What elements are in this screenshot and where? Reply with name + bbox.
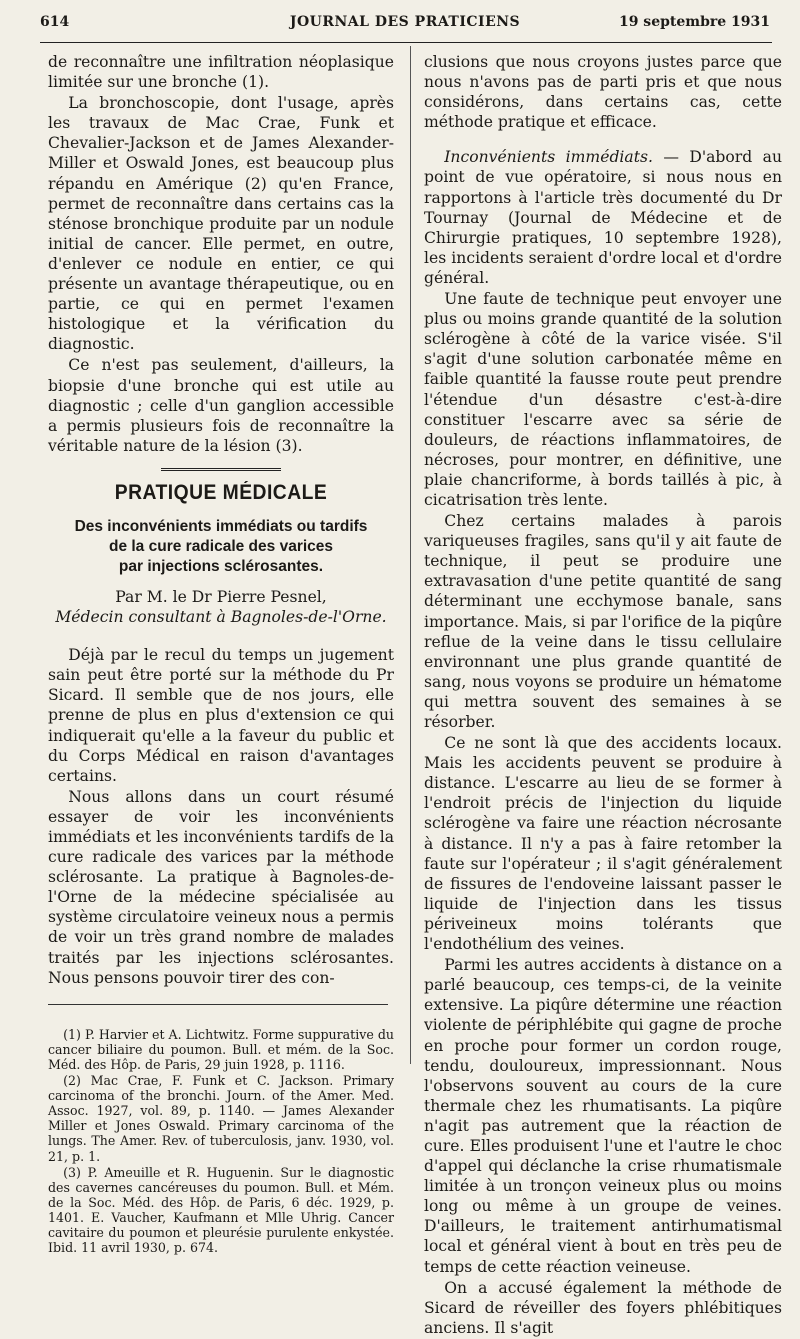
- page-header: [40, 14, 770, 40]
- left-column: [48, 52, 394, 1256]
- paragraph-text: — D'abord au point de vue opératoire, si nous nous en rapportons à l'article très documenté du Dr Tournay (Journal de Médecine et de Chirurgie pratiques, 10 septembre 1928), les incidents seraient d'ordre local et d'ordre général.: [424, 148, 782, 287]
- paragraph: On a accusé également la méthode de Sicard de réveiller des foyers phlébitiques anciens. Il s'agit: [424, 1278, 782, 1337]
- paragraph: La bronchoscopie, dont l'usage, après les travaux de Mac Crae, Funk et Chevalier-Jackson et de James Alexander-Miller et Oswald Jones, est beaucoup plus répandu en Amérique (2) qu'en France, permet de reconnaître dans certains cas la sténose bronchique produite par un nodule initial de cancer. Elle permet, en outre, d'enlever ce nodule en entier, ce qui présente un avantage thérapeutique, ou en partie, ce qui en permet l'examen histologique et la vérification du diagnostic.: [48, 94, 394, 354]
- paragraph: de reconnaître une infiltration néoplasique limitée sur une bronche (1).: [48, 53, 394, 92]
- paragraph: Ce ne sont là que des accidents locaux. Mais les accidents peuvent se produire à distance. L'escarre au lieu de se former à l'endroit précis de l'injection du liquide sclérogène va faire une réaction nécrosante à distance. Il n'y a pas à faire retomber la faute sur l'opérateur ; il s'agit généralement de fissures de l'endoveine laissant passer le liquide de l'injection dans les tissus périveineux moins tolérants que l'endothélium des veines.: [424, 734, 782, 954]
- issue-date: 19 septembre 1931: [618, 14, 770, 30]
- footnote: (3) P. Ameuille et R. Huguenin. Sur le diagnostic des cavernes cancéreuses du poumon. Bull. et Mém. de la Soc. Méd. des Hôp. de Paris, 6 déc. 1929, p. 1401. E. Vaucher, Kaufmann et Mlle Uhrig. Cancer cavitaire du poumon et pleurésie purulente enkystée. Ibid. 11 avril 1930, p. 674.: [48, 1164, 394, 1256]
- article-title-line: Des inconvénients immédiats ou tardifs: [74, 517, 368, 535]
- paragraph: Nous allons dans un court résumé essayer de voir les inconvénients immédiats et les inconvénients tardifs de la cure radicale des varices par la méthode sclérosante. La pratique à Bagnoles-de-l'Orne de la médecine spécialisée au système circulatoire veineux nous a permis de voir un très grand nombre de malades traités par les injections sclérosantes. Nous pensons pouvoir tirer des con-: [48, 787, 394, 987]
- paragraph: Une faute de technique peut envoyer une plus ou moins grande quantité de la solution sclérogène à côté de la varice visée. S'il s'agit d'une solution carbonatée même en faible quantité la fausse route peut prendre l'étendue d'un désastre c'est-à-dire constituer l'escarre avec sa série de douleurs, de réactions inflammatoires, de nécroses, pour montrer, en définitive, une plaie chancriforme, à bords taillés à pic, à cicatrisation très lente.: [424, 290, 782, 509]
- paragraph: Parmi les autres accidents à distance on a parlé beaucoup, ces temps-ci, de la veinite extensive. La piqûre détermine une réaction violente de périphlébite qui gagne de proche en proche pour former un cordon rouge, tendu, douloureux, impressionnant. Nous l'observons souvent au cours de la cure thermale chez les rhumatisants. La piqûre n'agit pas autrement que la réaction de cure. Elles produisent l'une et l'autre le choc d'appel qui déclanche la crise rhumatismale limitée à un tronçon veineux plus ou moins long ou même à un groupe de veines. D'ailleurs, le traitement antirhumatismal local et général vient à bout en très peu de temps de cette réaction veineuse.: [424, 956, 782, 1276]
- section-divider: [161, 468, 281, 471]
- right-column: [424, 52, 782, 1339]
- journal-title: JOURNAL DES PRATICIENS: [289, 14, 521, 30]
- paragraph: Chez certains malades à parois variqueuses fragiles, sans qu'il y ait faute de technique, il peut se produire une extravasation d'une petite quantité de sang déterminant une ecchymose banale, sans importance. Mais, si par l'orifice de la piqûre reflue de la veine dans le tissu cellulaire environnant une plus grande quantité de sang, nous voyons se produire un hématome qui mettra souvent des semaines à se résorber.: [424, 512, 782, 731]
- footnote: (1) P. Harvier et A. Lichtwitz. Forme suppurative du cancer biliaire du poumon. Bull. et mém. de la Soc. Méd. des Hôp. de Paris, 29 juin 1928, p. 1116.: [48, 1026, 394, 1072]
- article-title: [48, 517, 394, 577]
- paragraph: Déjà par le recul du temps un jugement sain peut être porté sur la méthode du Pr Sicard. Il semble que de nos jours, elle prenne de plus en plus d'extension ce qui indiquerait qu'elle a la faveur du public et du Corps Médical en raison d'avantages certains.: [48, 646, 394, 785]
- paragraph: clusions que nous croyons justes parce que nous n'avons pas de parti pris et que nous considérons, dans certains cas, cette méthode pratique et efficace.: [424, 53, 782, 132]
- header-rule: [40, 42, 772, 43]
- article-title-line: par injections sclérosantes.: [118, 557, 324, 575]
- page-number: 614: [40, 14, 70, 30]
- footnote: (2) Mac Crae, F. Funk et C. Jackson. Primary carcinoma of the bronchi. Journ. of the Amer. Med. Assoc. 1927, vol. 89, p. 1140. — James Alexander Miller et Jones Oswald. Primary carcinoma of the lungs. The Amer. Rev. of tuberculosis, janv. 1930, vol. 21, p. 1.: [48, 1073, 394, 1164]
- author-byline: Par M. le Dr Pierre Pesnel,: [115, 587, 327, 606]
- paragraph: Ce n'est pas seulement, d'ailleurs, la biopsie d'une bronche qui est utile au diagnostic ; celle d'un ganglion accessible a permis plusieurs fois de reconnaître la véritable nature de la lésion (3).: [48, 356, 394, 455]
- column-divider: [410, 46, 411, 1064]
- subheading: Inconvénients immédiats.: [444, 148, 653, 167]
- article-title-line: de la cure radicale des varices: [108, 537, 334, 555]
- paragraph: [424, 147, 782, 288]
- spacer: [424, 133, 782, 147]
- author-affiliation: Médecin consultant à Bagnoles-de-l'Orne.: [55, 608, 387, 627]
- footnote-rule: [48, 1004, 388, 1005]
- section-title: PRATIQUE MÉDICALE: [114, 480, 328, 504]
